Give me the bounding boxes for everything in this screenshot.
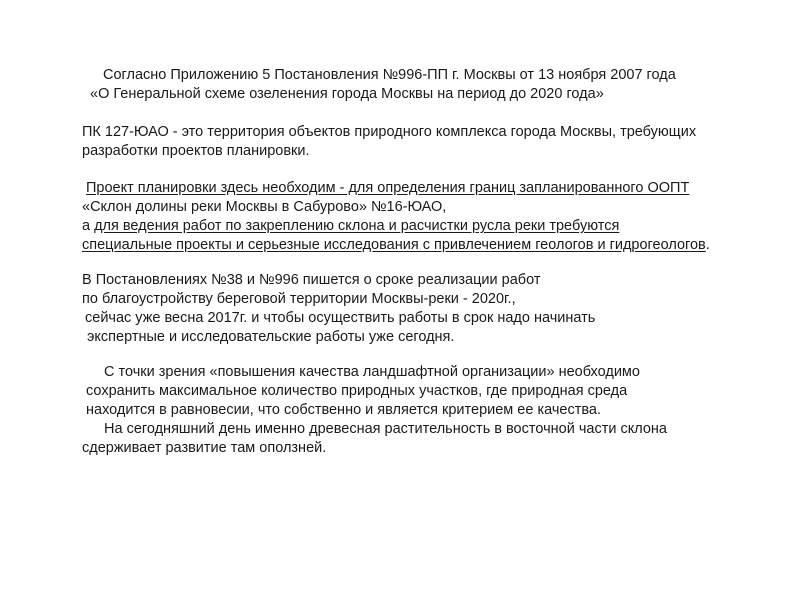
decrees-line-1: В Постановлениях №38 и №996 пишется о сроке реализации работ — [82, 272, 541, 288]
project-line-4-suffix: . — [705, 237, 710, 253]
decrees-line-2: по благоустройству береговой территории Москвы-реки - 2020г., — [82, 291, 516, 307]
quality-line-3: находится в равновесии, что собственно и является критерием ее качества. — [86, 402, 602, 418]
project-line-1: Проект планировки здесь необходим - для определения границ запланированного ООПТ — [86, 180, 690, 196]
quality-line-5: сдерживает развитие там оползней. — [82, 440, 327, 456]
project-line-3-prefix: а — [82, 218, 95, 234]
header-line-2: «О Генеральной схеме озеленения города Москвы на период до 2020 года» — [90, 86, 604, 102]
header-line-1: Согласно Приложению 5 Постановления №996-ПП г. Москвы от 13 ноября 2007 года — [103, 67, 676, 83]
project-line-3 — [82, 217, 619, 236]
project-line-4 — [82, 236, 710, 255]
decrees-line-3: сейчас уже весна 2017г. и чтобы осуществить работы в срок надо начинать — [85, 310, 596, 326]
quality-line-1: С точки зрения «повышения качества ландшафтной организации» необходимо — [104, 364, 640, 380]
project-line-4-underlined: специальные проекты и серьезные исследования с привлечением геологов и гидрогеологов — [82, 237, 706, 253]
quality-line-4: На сегодняшний день именно древесная растительность в восточной части склона — [104, 421, 667, 437]
project-line-3-underlined: для ведения работ по закреплению склона и расчистки русла реки требуются — [94, 218, 620, 234]
pk-line-2: разработки проектов планировки. — [82, 143, 310, 159]
pk-line-1: ПК 127-ЮАО - это территория объектов природного комплекса города Москвы, требующих — [82, 124, 697, 140]
decrees-line-4: экспертные и исследовательские работы уже сегодня. — [87, 329, 455, 345]
quality-line-2: сохранить максимальное количество природных участков, где природная среда — [86, 383, 628, 399]
project-line-2: «Склон долины реки Москвы в Сабурово» №16-ЮАО, — [82, 199, 447, 215]
